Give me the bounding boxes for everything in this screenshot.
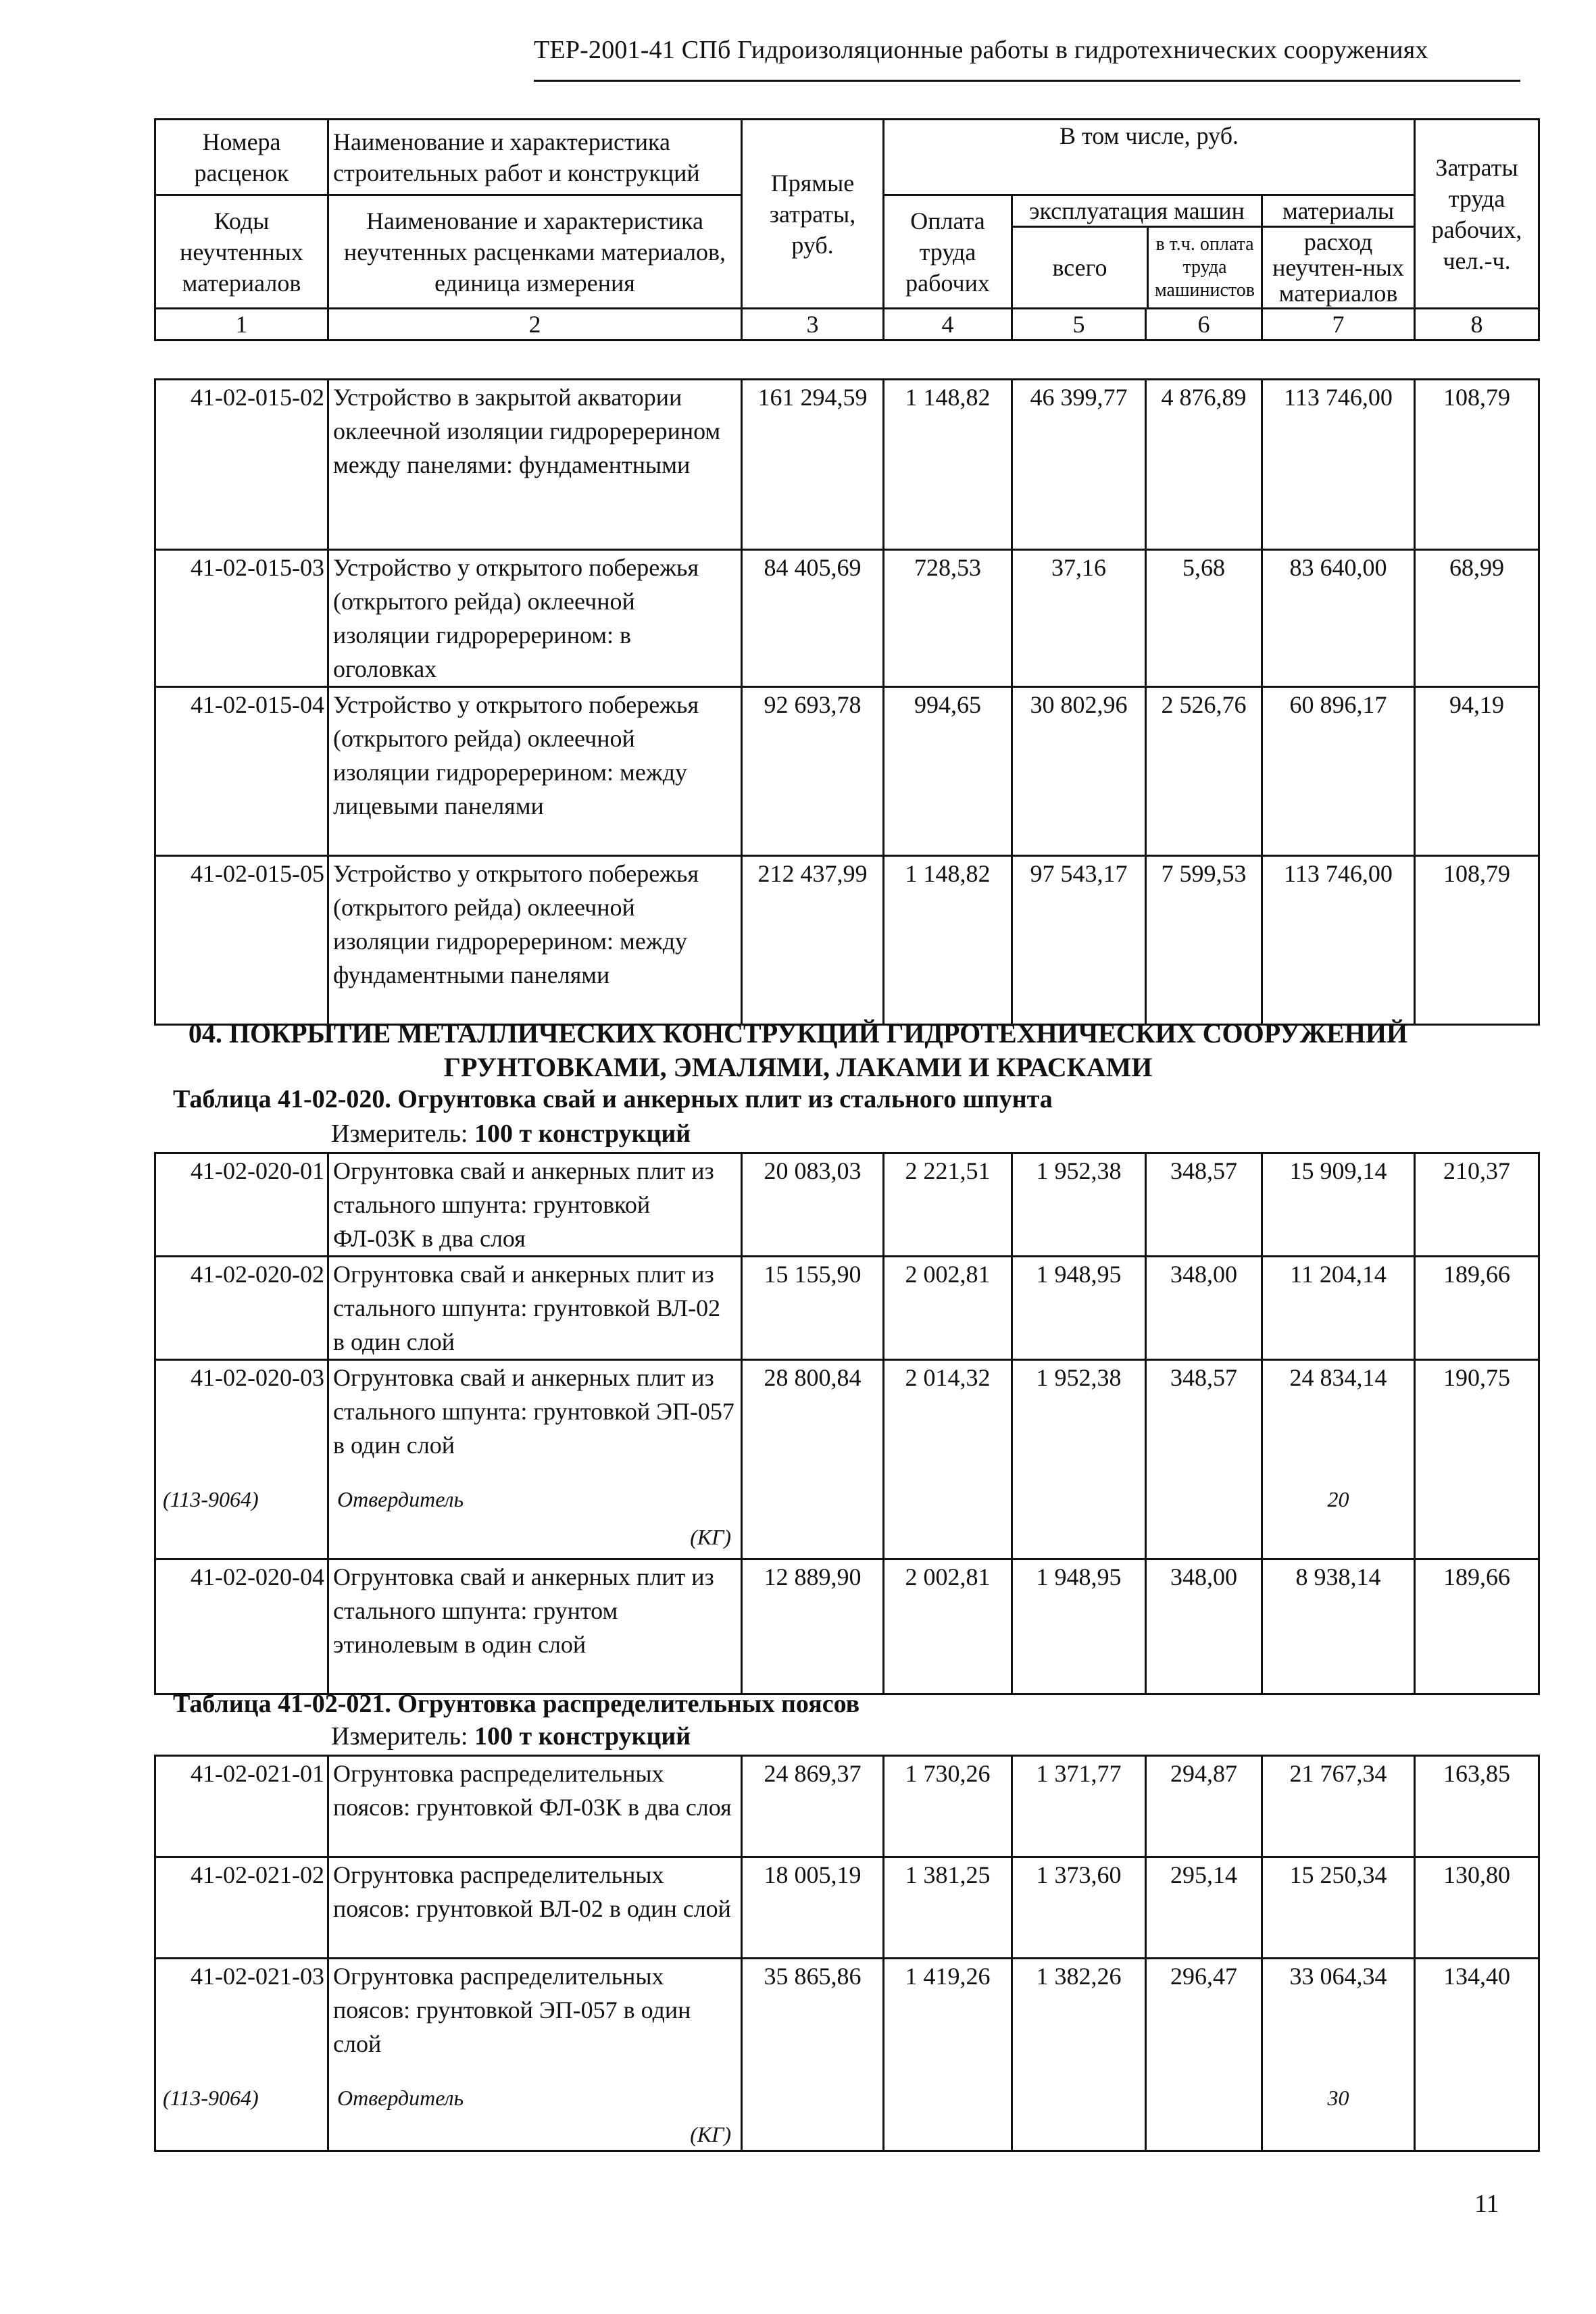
table-row	[155, 687, 1539, 856]
machines-labor: 7 599,53	[1146, 856, 1262, 1025]
unit-label: Измеритель:	[331, 1722, 468, 1751]
labor-hours: 210,37	[1415, 1153, 1539, 1257]
column-header-table	[154, 118, 1540, 341]
rates-table-015	[154, 378, 1540, 1026]
rate-code: 41-02-015-02	[155, 380, 328, 550]
machines-labor: 348,57	[1146, 1360, 1262, 1559]
direct-costs: 28 800,84	[742, 1360, 884, 1559]
rate-name-cell	[328, 1360, 742, 1559]
header-name-top: Наименование и характеристика строительных работ и конструкций	[328, 120, 742, 195]
rate-code: 41-02-020-03	[191, 1364, 324, 1391]
materials: 83 640,00	[1262, 550, 1415, 687]
section-title-line1: 04. ПОКРЫТИЕ МЕТАЛЛИЧЕСКИХ КОНСТРУКЦИЙ ГИДРОТЕХНИЧЕСКИХ СООРУЖЕНИЙ	[188, 1018, 1408, 1049]
machines-labor: 348,00	[1146, 1257, 1262, 1360]
rate-code: 41-02-015-03	[155, 550, 328, 687]
table-row	[155, 1360, 1539, 1559]
col-num-6: 6	[1146, 309, 1262, 341]
page-number: 11	[1474, 2190, 1499, 2218]
table-row	[155, 1559, 1539, 1694]
materials: 24 834,14	[1289, 1364, 1387, 1391]
rate-code: 41-02-020-04	[155, 1559, 328, 1694]
machines-total: 1 382,26	[1012, 1959, 1146, 2151]
header-labor-pay: Оплата труда рабочих	[884, 195, 1012, 309]
rate-code-cell	[155, 1959, 328, 2151]
table-row	[155, 1857, 1539, 1959]
direct-costs: 92 693,78	[742, 687, 884, 856]
header-codes-top: Номера расценок	[155, 120, 328, 195]
table-row	[155, 1257, 1539, 1360]
machines-labor: 348,57	[1146, 1153, 1262, 1257]
rate-name: Огрунтовка свай и анкерных плит из стального шпунта: грунтовкой ВЛ-02 в один слой	[328, 1257, 742, 1360]
rate-code-cell	[155, 1360, 328, 1559]
labor-pay: 2 014,32	[884, 1360, 1012, 1559]
labor-pay: 1 419,26	[884, 1959, 1012, 2151]
table-row	[155, 1756, 1539, 1857]
rate-name: Огрунтовка распределительных поясов: грунтовкой ВЛ-02 в один слой	[328, 1857, 742, 1959]
machines-total: 97 543,17	[1012, 856, 1146, 1025]
rate-name: Огрунтовка распределительных поясов: грунтовкой ЭП-057 в один слой	[333, 1963, 691, 2057]
labor-hours: 68,99	[1415, 550, 1539, 687]
col-num-3: 3	[742, 309, 884, 341]
labor-hours: 94,19	[1415, 687, 1539, 856]
labor-pay: 2 002,81	[884, 1257, 1012, 1360]
direct-costs: 212 437,99	[742, 856, 884, 1025]
machines-total: 1 371,77	[1012, 1756, 1146, 1857]
labor-hours: 108,79	[1415, 856, 1539, 1025]
header-machines-total: всего	[1013, 228, 1149, 307]
header-materials: материалы	[1263, 196, 1414, 228]
materials: 113 746,00	[1262, 380, 1415, 550]
direct-costs: 15 155,90	[742, 1257, 884, 1360]
direct-costs: 35 865,86	[742, 1959, 884, 2151]
direct-costs: 84 405,69	[742, 550, 884, 687]
table-020-unit	[331, 1119, 691, 1149]
section-title-line2: ГРУНТОВКАМИ, ЭМАЛЯМИ, ЛАКАМИ И КРАСКАМИ	[443, 1052, 1153, 1082]
col-num-7: 7	[1262, 309, 1415, 341]
machines-total: 1 952,38	[1012, 1153, 1146, 1257]
header-incl: В том числе, руб.	[884, 120, 1415, 195]
rate-code: 41-02-021-03	[191, 1963, 324, 1990]
header-machines: эксплуатация машин	[1013, 196, 1261, 228]
labor-hours: 190,75	[1415, 1360, 1539, 1559]
rate-name: Огрунтовка свай и анкерных плит из стального шпунта: грунтовкой ЭП-057 в один слой	[333, 1364, 734, 1459]
header-direct-costs: Прямые затраты, руб.	[742, 120, 884, 309]
header-codes-bottom: Коды неучтенных материалов	[155, 195, 328, 309]
table-row	[155, 1153, 1539, 1257]
table-row	[155, 550, 1539, 687]
header-machines-group	[1012, 195, 1262, 309]
machines-labor: 5,68	[1146, 550, 1262, 687]
machines-labor: 295,14	[1146, 1857, 1262, 1959]
running-head: ТЕР-2001-41 СПб Гидроизоляционные работы в гидротехнических сооружениях	[534, 36, 1428, 64]
labor-hours: 163,85	[1415, 1756, 1539, 1857]
rate-name: Огрунтовка свай и анкерных плит из стального шпунта: грунтовкой ФЛ-03К в два слоя	[328, 1153, 742, 1257]
machines-total: 1 948,95	[1012, 1257, 1146, 1360]
table-row	[155, 1959, 1539, 2151]
col-num-8: 8	[1415, 309, 1539, 341]
machines-labor: 296,47	[1146, 1959, 1262, 2151]
material-name: Отвердитель	[337, 2086, 464, 2110]
material-code: (113-9064)	[163, 1487, 259, 1511]
labor-pay: 2 221,51	[884, 1153, 1012, 1257]
rate-name-cell	[328, 1959, 742, 2151]
materials: 15 250,34	[1262, 1857, 1415, 1959]
material-name: Отвердитель	[337, 1487, 464, 1511]
materials: 8 938,14	[1262, 1559, 1415, 1694]
header-machines-labor: в т.ч. оплата труда машинистов	[1155, 234, 1255, 301]
rate-code: 41-02-020-01	[155, 1153, 328, 1257]
materials: 60 896,17	[1262, 687, 1415, 856]
table-row	[155, 856, 1539, 1025]
rates-table-021	[154, 1755, 1540, 2152]
labor-hours: 189,66	[1415, 1559, 1539, 1694]
materials: 21 767,34	[1262, 1756, 1415, 1857]
unit-label: Измеритель:	[331, 1120, 468, 1148]
col-num-5: 5	[1012, 309, 1146, 341]
labor-hours: 130,80	[1415, 1857, 1539, 1959]
machines-total: 37,16	[1012, 550, 1146, 687]
direct-costs: 18 005,19	[742, 1857, 884, 1959]
material-code: (113-9064)	[163, 2086, 259, 2110]
labor-pay: 1 148,82	[884, 856, 1012, 1025]
materials: 15 909,14	[1262, 1153, 1415, 1257]
materials: 113 746,00	[1262, 856, 1415, 1025]
rate-code: 41-02-021-02	[155, 1857, 328, 1959]
header-labor-hours: Затраты труда рабочих, чел.-ч.	[1415, 120, 1539, 309]
labor-hours: 189,66	[1415, 1257, 1539, 1360]
machines-total: 46 399,77	[1012, 380, 1146, 550]
unit-value: 100 т конструкций	[474, 1120, 691, 1148]
rate-name: Огрунтовка распределительных поясов: грунтовкой ФЛ-03К в два слоя	[328, 1756, 742, 1857]
material-unit: (КГ)	[690, 1525, 731, 1549]
direct-costs: 161 294,59	[742, 380, 884, 550]
table-021-title: Таблица 41-02-021. Огрунтовка распределительных поясов	[173, 1690, 860, 1718]
materials-cell	[1262, 1959, 1415, 2151]
rate-name: Устройство у открытого побережья (открытого рейда) оклеечной изоляции гидроререрином: в оголовках	[328, 550, 742, 687]
rate-name: Устройство у открытого побережья (открытого рейда) оклеечной изоляции гидроререрином: между фундаментными панелями	[328, 856, 742, 1025]
table-row	[155, 380, 1539, 550]
rate-code: 41-02-020-02	[155, 1257, 328, 1360]
rates-table-020	[154, 1152, 1540, 1695]
materials: 33 064,34	[1289, 1963, 1387, 1990]
table-020-title: Таблица 41-02-020. Огрунтовка свай и анкерных плит из стального шпунта	[173, 1085, 1053, 1113]
machines-total: 1 952,38	[1012, 1360, 1146, 1559]
rate-name: Огрунтовка свай и анкерных плит из стального шпунта: грунтом этинолевым в один слой	[328, 1559, 742, 1694]
material-qty: 30	[1327, 2086, 1349, 2110]
machines-total: 1 373,60	[1012, 1857, 1146, 1959]
labor-pay: 1 381,25	[884, 1857, 1012, 1959]
col-num-2: 2	[328, 309, 742, 341]
machines-labor: 4 876,89	[1146, 380, 1262, 550]
materials-cell	[1262, 1360, 1415, 1559]
machines-labor: 348,00	[1146, 1559, 1262, 1694]
rate-code: 41-02-021-01	[155, 1756, 328, 1857]
col-num-1: 1	[155, 309, 328, 341]
machines-total: 30 802,96	[1012, 687, 1146, 856]
col-num-4: 4	[884, 309, 1012, 341]
unit-value: 100 т конструкций	[474, 1722, 691, 1751]
rate-code: 41-02-015-05	[155, 856, 328, 1025]
table-021-unit	[331, 1721, 691, 1751]
material-qty: 20	[1327, 1487, 1349, 1511]
labor-hours: 108,79	[1415, 380, 1539, 550]
machines-labor: 2 526,76	[1146, 687, 1262, 856]
materials: 11 204,14	[1262, 1257, 1415, 1360]
labor-pay: 2 002,81	[884, 1559, 1012, 1694]
header-name-bottom: Наименование и характеристика неучтенных расценками материалов, единица измерения	[328, 195, 742, 309]
direct-costs: 12 889,90	[742, 1559, 884, 1694]
header-materials-group	[1262, 195, 1415, 309]
direct-costs: 24 869,37	[742, 1756, 884, 1857]
labor-hours: 134,40	[1415, 1959, 1539, 2151]
machines-total: 1 948,95	[1012, 1559, 1146, 1694]
labor-pay: 728,53	[884, 550, 1012, 687]
machines-labor: 294,87	[1146, 1756, 1262, 1857]
rate-name: Устройство у открытого побережья (открытого рейда) оклеечной изоляции гидроререрином: между лицевыми панелями	[328, 687, 742, 856]
direct-costs: 20 083,03	[742, 1153, 884, 1257]
rate-name: Устройство в закрытой акватории оклеечной изоляции гидроререрином между панелями: фундаментными	[328, 380, 742, 550]
labor-pay: 1 730,26	[884, 1756, 1012, 1857]
header-unaccounted-materials: расход неучтен-ных материалов	[1272, 228, 1404, 307]
rate-code: 41-02-015-04	[155, 687, 328, 856]
material-unit: (КГ)	[690, 2122, 731, 2146]
running-head-rule	[534, 80, 1520, 82]
labor-pay: 1 148,82	[884, 380, 1012, 550]
labor-pay: 994,65	[884, 687, 1012, 856]
